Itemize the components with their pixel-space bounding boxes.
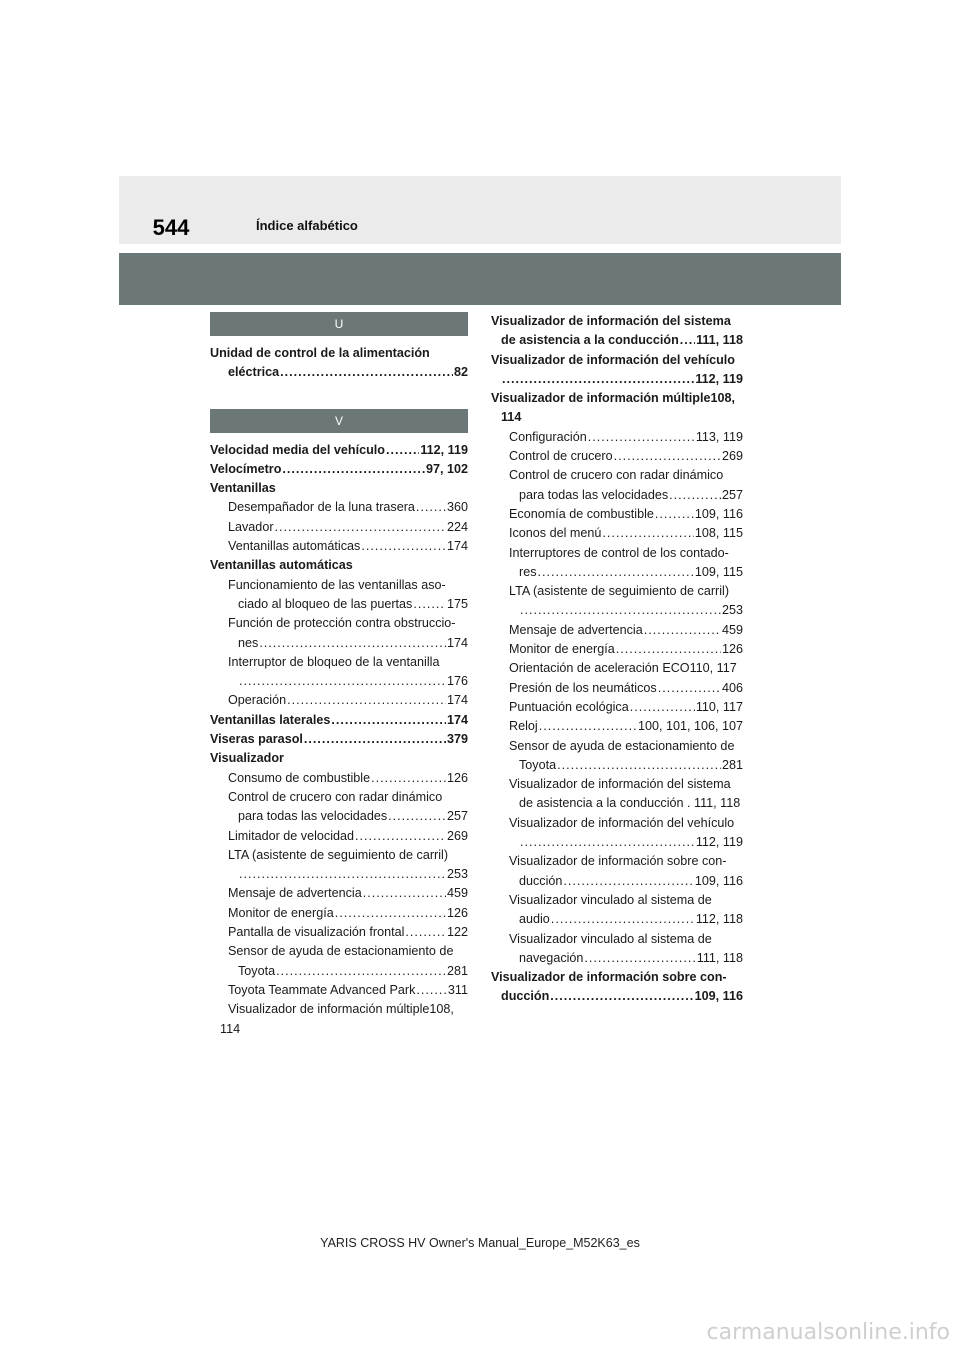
entry-term: Ventanillas laterales	[210, 712, 331, 727]
entry-term: Toyota	[238, 963, 276, 978]
index-main-entry: 114	[501, 410, 522, 425]
entry-term: ducción	[501, 989, 550, 1004]
entry-term: Operación	[228, 693, 287, 708]
entry-term: ciado al bloqueo de las puertas	[238, 596, 413, 611]
page-footer: YARIS CROSS HV Owner's Manual_Europe_M52K63_es	[320, 1236, 640, 1250]
entry-page-ref[interactable]: 253	[721, 603, 743, 618]
index-sub-entry	[491, 601, 743, 620]
index-sub-entry	[491, 949, 743, 968]
index-sub-entry: Interruptores de control de los contado-	[509, 545, 729, 560]
index-sub-entry	[210, 827, 468, 846]
entry-term: para todas las velocidades	[238, 809, 388, 824]
index-sub-entry	[491, 910, 743, 929]
dot-leader	[614, 447, 721, 466]
index-main-entry	[210, 711, 468, 730]
index-main-entry	[210, 363, 468, 382]
index-sub-entry: Visualizador de información múltiple108,	[228, 1002, 454, 1017]
dot-leader	[416, 498, 446, 517]
dot-leader	[239, 672, 446, 691]
index-sub-entry	[210, 981, 468, 1000]
entry-page-ref[interactable]: 110, 117	[695, 699, 743, 714]
entry-page-ref[interactable]: 109, 116	[694, 506, 743, 521]
dot-leader	[630, 698, 695, 717]
entry-term: Lavador	[228, 519, 274, 534]
index-sub-entry	[210, 672, 468, 691]
entry-term: Velocidad media del vehículo	[210, 442, 385, 457]
dot-leader	[539, 717, 637, 736]
dot-leader	[584, 949, 695, 968]
index-main-entry	[491, 370, 743, 389]
entry-page-ref[interactable]: 108, 115	[694, 526, 743, 541]
entry-page-ref[interactable]: 97, 102	[425, 461, 468, 476]
entry-page-ref[interactable]: 112, 118	[695, 912, 743, 927]
index-sub-entry	[491, 563, 743, 582]
dot-leader	[588, 428, 695, 447]
index-sub-entry	[210, 634, 468, 653]
entry-page-ref[interactable]: 281	[721, 757, 743, 772]
dot-leader	[669, 486, 721, 505]
entry-page-ref[interactable]: 126	[446, 770, 468, 785]
entry-term: eléctrica	[228, 365, 280, 380]
dot-leader	[502, 370, 694, 389]
entry-page-ref[interactable]: 406	[721, 680, 743, 695]
index-main-entry: Ventanillas automáticas	[210, 558, 353, 573]
index-sub-entry	[210, 865, 468, 884]
entry-page-ref[interactable]: 111, 118	[696, 950, 743, 965]
index-sub-entry	[210, 518, 468, 537]
index-sub-entry: Sensor de ayuda de estacionamiento de	[509, 738, 735, 753]
entry-page-ref[interactable]: 109, 116	[694, 873, 743, 888]
index-sub-entry: Control de crucero con radar dinámico	[509, 468, 724, 483]
index-sub-entry	[210, 769, 468, 788]
index-sub-entry	[491, 679, 743, 698]
dot-leader	[371, 769, 446, 788]
dot-leader	[658, 679, 721, 698]
dot-leader	[550, 987, 693, 1006]
entry-term: Monitor de energía	[509, 642, 615, 657]
dot-leader	[304, 730, 446, 749]
dot-leader	[280, 363, 453, 382]
entry-page-ref[interactable]: 111, 118	[696, 333, 743, 348]
entry-page-ref[interactable]: 174	[446, 635, 468, 650]
entry-page-ref[interactable]: 82	[453, 365, 468, 380]
index-sub-entry	[491, 621, 743, 640]
dot-leader	[405, 923, 446, 942]
page-title: Índice alfabético	[256, 218, 358, 233]
index-sub-entry	[491, 872, 743, 891]
index-main-entry	[491, 987, 743, 1006]
entry-term: Toyota	[519, 757, 557, 772]
entry-term: audio	[519, 912, 550, 927]
section-spacer	[210, 383, 468, 409]
index-main-entry: Visualizador de información sobre con-	[491, 970, 727, 985]
entry-page-ref[interactable]: 360	[446, 500, 468, 515]
index-sub-entry	[210, 498, 468, 517]
index-sub-entry: Visualizador vinculado al sistema de	[509, 931, 712, 946]
entry-term: Control de crucero	[509, 449, 613, 464]
dot-leader	[602, 524, 693, 543]
entry-term: navegación	[519, 950, 584, 965]
index-main-entry: Unidad de control de la alimentación	[210, 346, 430, 360]
dot-leader	[680, 331, 695, 350]
index-sub-entry: Visualizador de información sobre con-	[509, 854, 727, 869]
dot-leader	[388, 807, 446, 826]
entry-page-ref[interactable]: 174	[446, 693, 468, 708]
index-sub-entry	[210, 904, 468, 923]
entry-term: Mensaje de advertencia	[509, 622, 643, 637]
index-sub-entry: Sensor de ayuda de estacionamiento de	[228, 944, 454, 959]
index-main-entry: Visualizador de información múltiple108,	[491, 391, 736, 406]
entry-term: Monitor de energía	[228, 905, 334, 920]
index-sub-entry	[210, 595, 468, 614]
header-divider-band	[119, 253, 841, 305]
dot-leader	[616, 640, 721, 659]
entry-term: Pantalla de visualización frontal	[228, 925, 405, 940]
entry-page-ref[interactable]: 257	[446, 809, 468, 824]
entry-page-ref[interactable]: 459	[721, 622, 743, 637]
entry-page-ref[interactable]: 175	[446, 596, 468, 611]
dot-leader	[355, 827, 446, 846]
dot-leader	[413, 595, 446, 614]
entry-page-ref[interactable]: 100, 101, 106, 107	[637, 719, 743, 734]
entry-page-ref[interactable]: 257	[721, 487, 743, 502]
entry-term: Consumo de combustible	[228, 770, 371, 785]
dot-leader	[239, 865, 446, 884]
entry-term: Viseras parasol	[210, 732, 303, 747]
entry-term: Puntuación ecológica	[509, 699, 629, 714]
entry-page-ref[interactable]: 253	[446, 867, 468, 882]
index-sub-entry	[491, 756, 743, 775]
entry-page-ref[interactable]: 311	[447, 982, 468, 997]
entry-page-ref[interactable]: 174	[446, 539, 468, 554]
index-main-entry: Visualizador de información del vehículo	[491, 352, 736, 367]
page-header	[119, 176, 841, 244]
entry-page-ref[interactable]: 269	[721, 449, 743, 464]
dot-leader	[276, 962, 446, 981]
index-sub-entry: 114	[220, 1021, 241, 1036]
dot-leader	[416, 981, 447, 1000]
entry-page-ref[interactable]: 109, 116	[694, 989, 743, 1004]
index-sub-entry: Interruptor de bloqueo de la ventanilla	[228, 654, 440, 669]
index-main-entry	[491, 331, 743, 350]
dot-leader	[282, 460, 425, 479]
index-sub-entry	[491, 833, 743, 852]
watermark: carmanualsonline.info	[706, 1320, 950, 1345]
index-sub-entry	[491, 640, 743, 659]
entry-page-ref[interactable]: 269	[446, 828, 468, 843]
entry-page-ref[interactable]: 126	[721, 642, 743, 657]
entry-page-ref[interactable]: 112, 119	[695, 835, 743, 850]
index-sub-entry	[491, 486, 743, 505]
entry-page-ref[interactable]: 109, 115	[694, 564, 743, 579]
entry-term: Velocímetro	[210, 461, 282, 476]
entry-term: nes	[238, 635, 259, 650]
dot-leader	[331, 711, 446, 730]
entry-term: res	[519, 564, 537, 579]
index-sub-entry: Control de crucero con radar dinámico	[228, 789, 443, 804]
dot-leader	[538, 563, 694, 582]
entry-page-ref[interactable]: 112, 119	[695, 371, 743, 386]
index-sub-entry: Función de protección contra obstruccio-	[228, 616, 456, 631]
dot-leader	[557, 756, 721, 775]
index-sub-entry: de asistencia a la conducción . 111, 118	[519, 796, 741, 811]
dot-leader	[655, 505, 694, 524]
dot-leader	[287, 691, 446, 710]
index-sub-entry	[491, 717, 743, 736]
index-sub-entry	[210, 923, 468, 942]
entry-page-ref[interactable]: 126	[446, 905, 468, 920]
entry-page-ref[interactable]: 113, 119	[695, 429, 743, 444]
entry-term: Iconos del menú	[509, 526, 602, 541]
dot-leader	[361, 537, 446, 556]
entry-term: Economía de combustible	[509, 506, 654, 521]
index-letter-heading: U	[210, 312, 468, 336]
entry-term: Reloj	[509, 719, 538, 734]
dot-leader	[644, 621, 721, 640]
entry-page-ref[interactable]: 281	[446, 963, 468, 978]
entry-page-ref[interactable]: 174	[446, 712, 468, 727]
dot-leader	[363, 884, 446, 903]
entry-term: Toyota Teammate Advanced Park	[228, 982, 416, 997]
index-sub-entry: Visualizador de información del vehículo	[509, 815, 735, 830]
entry-term: Limitador de velocidad	[228, 828, 355, 843]
index-column-left	[210, 312, 468, 1039]
entry-term: Mensaje de advertencia	[228, 886, 362, 901]
entry-page-ref[interactable]: 379	[446, 732, 468, 747]
entry-term: Desempañador de la luna trasera	[228, 500, 415, 515]
index-sub-entry	[210, 537, 468, 556]
index-sub-entry: LTA (asistente de seguimiento de carril)	[228, 847, 449, 862]
dot-leader	[520, 601, 721, 620]
index-main-entry	[210, 441, 468, 460]
entry-term: Configuración	[509, 429, 587, 444]
index-sub-entry	[491, 698, 743, 717]
index-sub-entry: LTA (asistente de seguimiento de carril)	[509, 584, 730, 599]
index-sub-entry: Visualizador de información del sistema	[509, 777, 731, 792]
entry-page-ref[interactable]: 176	[446, 674, 468, 689]
index-main-entry: Visualizador	[210, 751, 284, 766]
entry-term: de asistencia a la conducción	[501, 333, 679, 348]
dot-leader	[520, 833, 695, 852]
dot-leader	[551, 910, 695, 929]
index-sub-entry: Visualizador vinculado al sistema de	[509, 892, 712, 907]
index-letter-heading: V	[210, 409, 468, 433]
entry-term: ducción	[519, 873, 563, 888]
entry-term: para todas las velocidades	[519, 487, 669, 502]
entry-term: Presión de los neumáticos	[509, 680, 657, 695]
dot-leader	[563, 872, 693, 891]
dot-leader	[259, 634, 446, 653]
index-sub-entry	[491, 447, 743, 466]
page-number: 544	[152, 215, 190, 240]
entry-term: Ventanillas automáticas	[228, 539, 361, 554]
index-main-entry: Visualizador de información del sistema	[491, 314, 731, 328]
dot-leader	[386, 441, 419, 460]
index-main-entry	[210, 460, 468, 479]
entry-page-ref[interactable]: 224	[446, 519, 468, 534]
index-sub-entry	[491, 505, 743, 524]
index-sub-entry: Orientación de aceleración ECO110, 117	[509, 661, 737, 676]
dot-leader	[335, 904, 446, 923]
index-sub-entry	[210, 962, 468, 981]
entry-page-ref[interactable]: 122	[446, 925, 468, 940]
index-sub-entry	[210, 884, 468, 903]
index-column-right	[491, 312, 743, 1007]
entry-page-ref[interactable]: 459	[446, 886, 468, 901]
index-main-entry	[210, 730, 468, 749]
dot-leader	[275, 518, 446, 537]
index-sub-entry	[210, 691, 468, 710]
index-sub-entry: Funcionamiento de las ventanillas aso-	[228, 577, 446, 592]
index-main-entry: Ventanillas	[210, 481, 276, 496]
index-sub-entry	[210, 807, 468, 826]
entry-page-ref[interactable]: 112, 119	[420, 442, 468, 457]
index-sub-entry	[491, 524, 743, 543]
index-sub-entry	[491, 428, 743, 447]
